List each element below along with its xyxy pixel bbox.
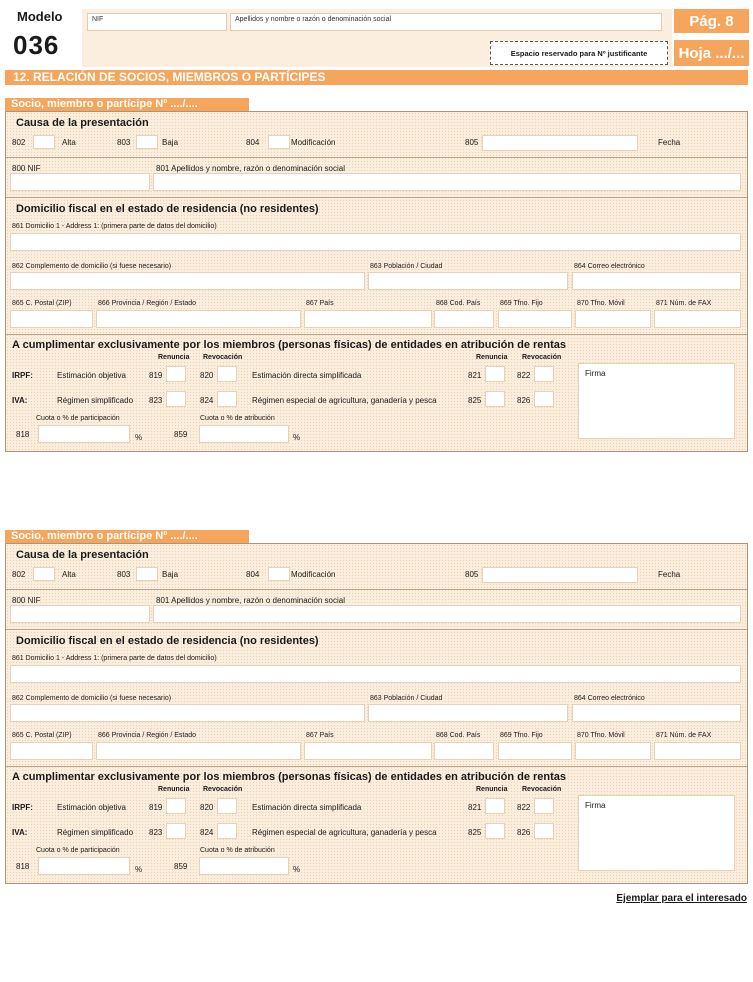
iva-label: IVA:: [12, 396, 28, 405]
label-870: 870 Tfno. Móvil: [577, 300, 625, 307]
label-fecha: Fecha: [658, 570, 681, 579]
percent-sign: %: [293, 433, 301, 442]
label-baja: Baja: [162, 570, 179, 579]
separator: [6, 334, 747, 335]
provincia-field[interactable]: [96, 742, 301, 760]
checkbox-alta[interactable]: [33, 567, 55, 581]
label-870: 870 Tfno. Móvil: [577, 732, 625, 739]
code-821: 821: [468, 803, 482, 812]
zip-field[interactable]: [10, 310, 93, 328]
label-867: 867 País: [306, 300, 334, 307]
name-label: 801 Apellidos y nombre, razón o denominación social: [156, 164, 346, 173]
label-863: 863 Población / Ciudad: [370, 695, 443, 702]
revocacion-header: Revocación: [203, 786, 243, 793]
label-871: 871 Núm. de FAX: [656, 732, 712, 739]
checkbox-822[interactable]: [534, 366, 554, 382]
domicilio-862-field[interactable]: [10, 704, 365, 722]
footer-copy-label: Ejemplar para el interesado: [616, 893, 747, 904]
checkbox-823[interactable]: [166, 391, 186, 407]
label-865: 865 C. Postal (ZIP): [12, 300, 72, 307]
code-819: 819: [149, 371, 163, 380]
participacion-field[interactable]: [38, 857, 130, 875]
header-name-label: Apellidos y nombre o razón o denominación social: [235, 16, 392, 23]
estimacion-objetiva-label: Estimación objetiva: [57, 371, 126, 380]
checkbox-820[interactable]: [217, 798, 237, 814]
fax-field[interactable]: [654, 310, 741, 328]
label-864: 864 Correo electrónico: [574, 263, 645, 270]
code-803: 803: [117, 570, 131, 579]
label-865: 865 C. Postal (ZIP): [12, 732, 72, 739]
checkbox-baja[interactable]: [136, 135, 158, 149]
code-821: 821: [468, 371, 482, 380]
code-826: 826: [517, 828, 531, 837]
revocacion-header: Revocación: [203, 354, 243, 361]
code-859: 859: [174, 430, 188, 439]
checkbox-alta[interactable]: [33, 135, 55, 149]
renuncia-header: Renuncia: [158, 354, 190, 361]
miembros-title: A cumplimentar exclusivamente por los miembros (personas físicas) de entidades en atribución de rentas: [12, 339, 567, 351]
regimen-especial-label: Régimen especial de agricultura, ganadería y pesca: [252, 396, 437, 405]
nif-label: 800 NIF: [12, 164, 41, 173]
checkbox-modificacion[interactable]: [268, 135, 290, 149]
separator: [6, 589, 747, 590]
checkbox-modificacion[interactable]: [268, 567, 290, 581]
label-861: 861 Domicilio 1 - Address 1: (primera parte de datos del domicilio): [12, 223, 217, 230]
cod-pais-field[interactable]: [434, 310, 494, 328]
checkbox-821[interactable]: [485, 798, 505, 814]
cuota-participacion-label: Cuota o % de participación: [36, 847, 120, 854]
participacion-field[interactable]: [38, 425, 130, 443]
estimacion-objetiva-label: Estimación objetiva: [57, 803, 126, 812]
modelo-label: Modelo: [17, 9, 63, 24]
checkbox-825[interactable]: [485, 391, 505, 407]
domicilio-862-field[interactable]: [10, 272, 365, 290]
tfno-fijo-field[interactable]: [498, 742, 572, 760]
label-869: 869 Tfno. Fijo: [500, 300, 543, 307]
renuncia-header: Renuncia: [476, 786, 508, 793]
label-modificacion: Modificación: [291, 138, 336, 147]
regimen-simplificado-label: Régimen simplificado: [57, 396, 134, 405]
revocacion-header: Revocación: [522, 354, 562, 361]
poblacion-field[interactable]: [368, 272, 568, 290]
nif-field[interactable]: [10, 605, 150, 623]
separator: [6, 157, 747, 158]
code-822: 822: [517, 371, 531, 380]
label-868: 868 Cod. País: [436, 732, 481, 739]
atribucion-field[interactable]: [199, 425, 289, 443]
pais-field[interactable]: [304, 742, 432, 760]
provincia-field[interactable]: [96, 310, 301, 328]
code-825: 825: [468, 396, 482, 405]
code-819: 819: [149, 803, 163, 812]
fax-field[interactable]: [654, 742, 741, 760]
checkbox-821[interactable]: [485, 366, 505, 382]
firma-label: Firma: [585, 801, 606, 810]
label-864: 864 Correo electrónico: [574, 695, 645, 702]
cuota-atribucion-label: Cuota o % de atribución: [200, 847, 275, 854]
name-label: 801 Apellidos y nombre, razón o denominación social: [156, 596, 346, 605]
socio-panel: [5, 111, 748, 452]
percent-sign: %: [293, 865, 301, 874]
code-824: 824: [200, 396, 214, 405]
email-field[interactable]: [572, 704, 741, 722]
separator: [6, 197, 747, 198]
cod-pais-field[interactable]: [434, 742, 494, 760]
checkbox-824[interactable]: [217, 823, 237, 839]
revocacion-header: Revocación: [522, 786, 562, 793]
percent-sign: %: [135, 865, 143, 874]
domicilio-861-field[interactable]: [10, 233, 741, 251]
separator: [6, 766, 747, 767]
iva-label: IVA:: [12, 828, 28, 837]
tfno-fijo-field[interactable]: [498, 310, 572, 328]
code-825: 825: [468, 828, 482, 837]
checkbox-baja[interactable]: [136, 567, 158, 581]
nif-field[interactable]: [10, 173, 150, 191]
code-805: 805: [465, 138, 479, 147]
reserved-space: Espacio reservado para Nº justificante: [490, 41, 668, 65]
checkbox-826[interactable]: [534, 391, 554, 407]
socio-block-1: [5, 98, 748, 454]
domicilio-861-field[interactable]: [10, 665, 741, 683]
atribucion-field[interactable]: [199, 857, 289, 875]
label-862: 862 Complemento de domicilio (si fuese necesario): [12, 263, 172, 270]
estimacion-directa-label: Estimación directa simplificada: [252, 803, 362, 812]
firma-label: Firma: [585, 369, 606, 378]
label-modificacion: Modificación: [291, 570, 336, 579]
label-869: 869 Tfno. Fijo: [500, 732, 543, 739]
fecha-field[interactable]: [482, 135, 638, 151]
socio-block-2: [5, 530, 748, 886]
domicilio-title: Domicilio fiscal en el estado de residencia (no residentes): [16, 635, 319, 647]
label-866: 866 Provincia / Región / Estado: [98, 732, 197, 739]
irpf-label: IRPF:: [12, 371, 33, 380]
percent-sign: %: [135, 433, 143, 442]
socio-block-title: Socio, miembro o partícipe Nº ..../....: [5, 98, 249, 111]
poblacion-field[interactable]: [368, 704, 568, 722]
fecha-field[interactable]: [482, 567, 638, 583]
code-826: 826: [517, 396, 531, 405]
name-field[interactable]: [153, 173, 741, 191]
code-802: 802: [12, 138, 26, 147]
cuota-atribucion-label: Cuota o % de atribución: [200, 415, 275, 422]
label-fecha: Fecha: [658, 138, 681, 147]
causa-title: Causa de la presentación: [16, 549, 149, 561]
code-823: 823: [149, 828, 163, 837]
miembros-title: A cumplimentar exclusivamente por los miembros (personas físicas) de entidades en atribución de rentas: [12, 771, 567, 783]
header-nif-field[interactable]: [87, 13, 227, 31]
code-803: 803: [117, 138, 131, 147]
pais-field[interactable]: [304, 310, 432, 328]
label-863: 863 Población / Ciudad: [370, 263, 443, 270]
sheet-number: Hoja .../...: [674, 40, 749, 66]
firma-box[interactable]: [578, 363, 735, 439]
regimen-especial-label: Régimen especial de agricultura, ganadería y pesca: [252, 828, 437, 837]
firma-box[interactable]: [578, 795, 735, 871]
socio-panel: [5, 543, 748, 884]
name-field[interactable]: [153, 605, 741, 623]
cuota-participacion-label: Cuota o % de participación: [36, 415, 120, 422]
separator: [6, 629, 747, 630]
causa-title: Causa de la presentación: [16, 117, 149, 129]
code-820: 820: [200, 803, 214, 812]
email-field[interactable]: [572, 272, 741, 290]
zip-field[interactable]: [10, 742, 93, 760]
checkbox-820[interactable]: [217, 366, 237, 382]
tfno-movil-field[interactable]: [575, 310, 651, 328]
label-862: 862 Complemento de domicilio (si fuese necesario): [12, 695, 172, 702]
regimen-simplificado-label: Régimen simplificado: [57, 828, 134, 837]
estimacion-directa-label: Estimación directa simplificada: [252, 371, 362, 380]
code-805: 805: [465, 570, 479, 579]
checkbox-825[interactable]: [485, 823, 505, 839]
irpf-label: IRPF:: [12, 803, 33, 812]
header-nif-label: NIF: [92, 16, 104, 23]
label-alta: Alta: [62, 138, 76, 147]
modelo-number: 036: [13, 30, 60, 60]
code-859: 859: [174, 862, 188, 871]
renuncia-header: Renuncia: [158, 786, 190, 793]
header-name-field[interactable]: [230, 13, 662, 31]
label-871: 871 Núm. de FAX: [656, 300, 712, 307]
code-802: 802: [12, 570, 26, 579]
code-804: 804: [246, 570, 260, 579]
code-820: 820: [200, 371, 214, 380]
checkbox-819[interactable]: [166, 366, 186, 382]
label-867: 867 País: [306, 732, 334, 739]
code-804: 804: [246, 138, 260, 147]
nif-label: 800 NIF: [12, 596, 41, 605]
socio-block-title: Socio, miembro o partícipe Nº ..../....: [5, 530, 249, 543]
checkbox-822[interactable]: [534, 798, 554, 814]
checkbox-826[interactable]: [534, 823, 554, 839]
domicilio-title: Domicilio fiscal en el estado de residencia (no residentes): [16, 203, 319, 215]
label-alta: Alta: [62, 570, 76, 579]
checkbox-823[interactable]: [166, 823, 186, 839]
label-861: 861 Domicilio 1 - Address 1: (primera parte de datos del domicilio): [12, 655, 217, 662]
tfno-movil-field[interactable]: [575, 742, 651, 760]
code-824: 824: [200, 828, 214, 837]
checkbox-819[interactable]: [166, 798, 186, 814]
section-title: 12. RELACIÓN DE SOCIOS, MIEMBROS O PARTÍCIPES: [5, 70, 748, 85]
label-868: 868 Cod. País: [436, 300, 481, 307]
code-822: 822: [517, 803, 531, 812]
label-baja: Baja: [162, 138, 179, 147]
code-818: 818: [16, 862, 30, 871]
label-866: 866 Provincia / Región / Estado: [98, 300, 197, 307]
checkbox-824[interactable]: [217, 391, 237, 407]
code-818: 818: [16, 430, 30, 439]
renuncia-header: Renuncia: [476, 354, 508, 361]
page-number: Pág. 8: [674, 9, 749, 33]
code-823: 823: [149, 396, 163, 405]
